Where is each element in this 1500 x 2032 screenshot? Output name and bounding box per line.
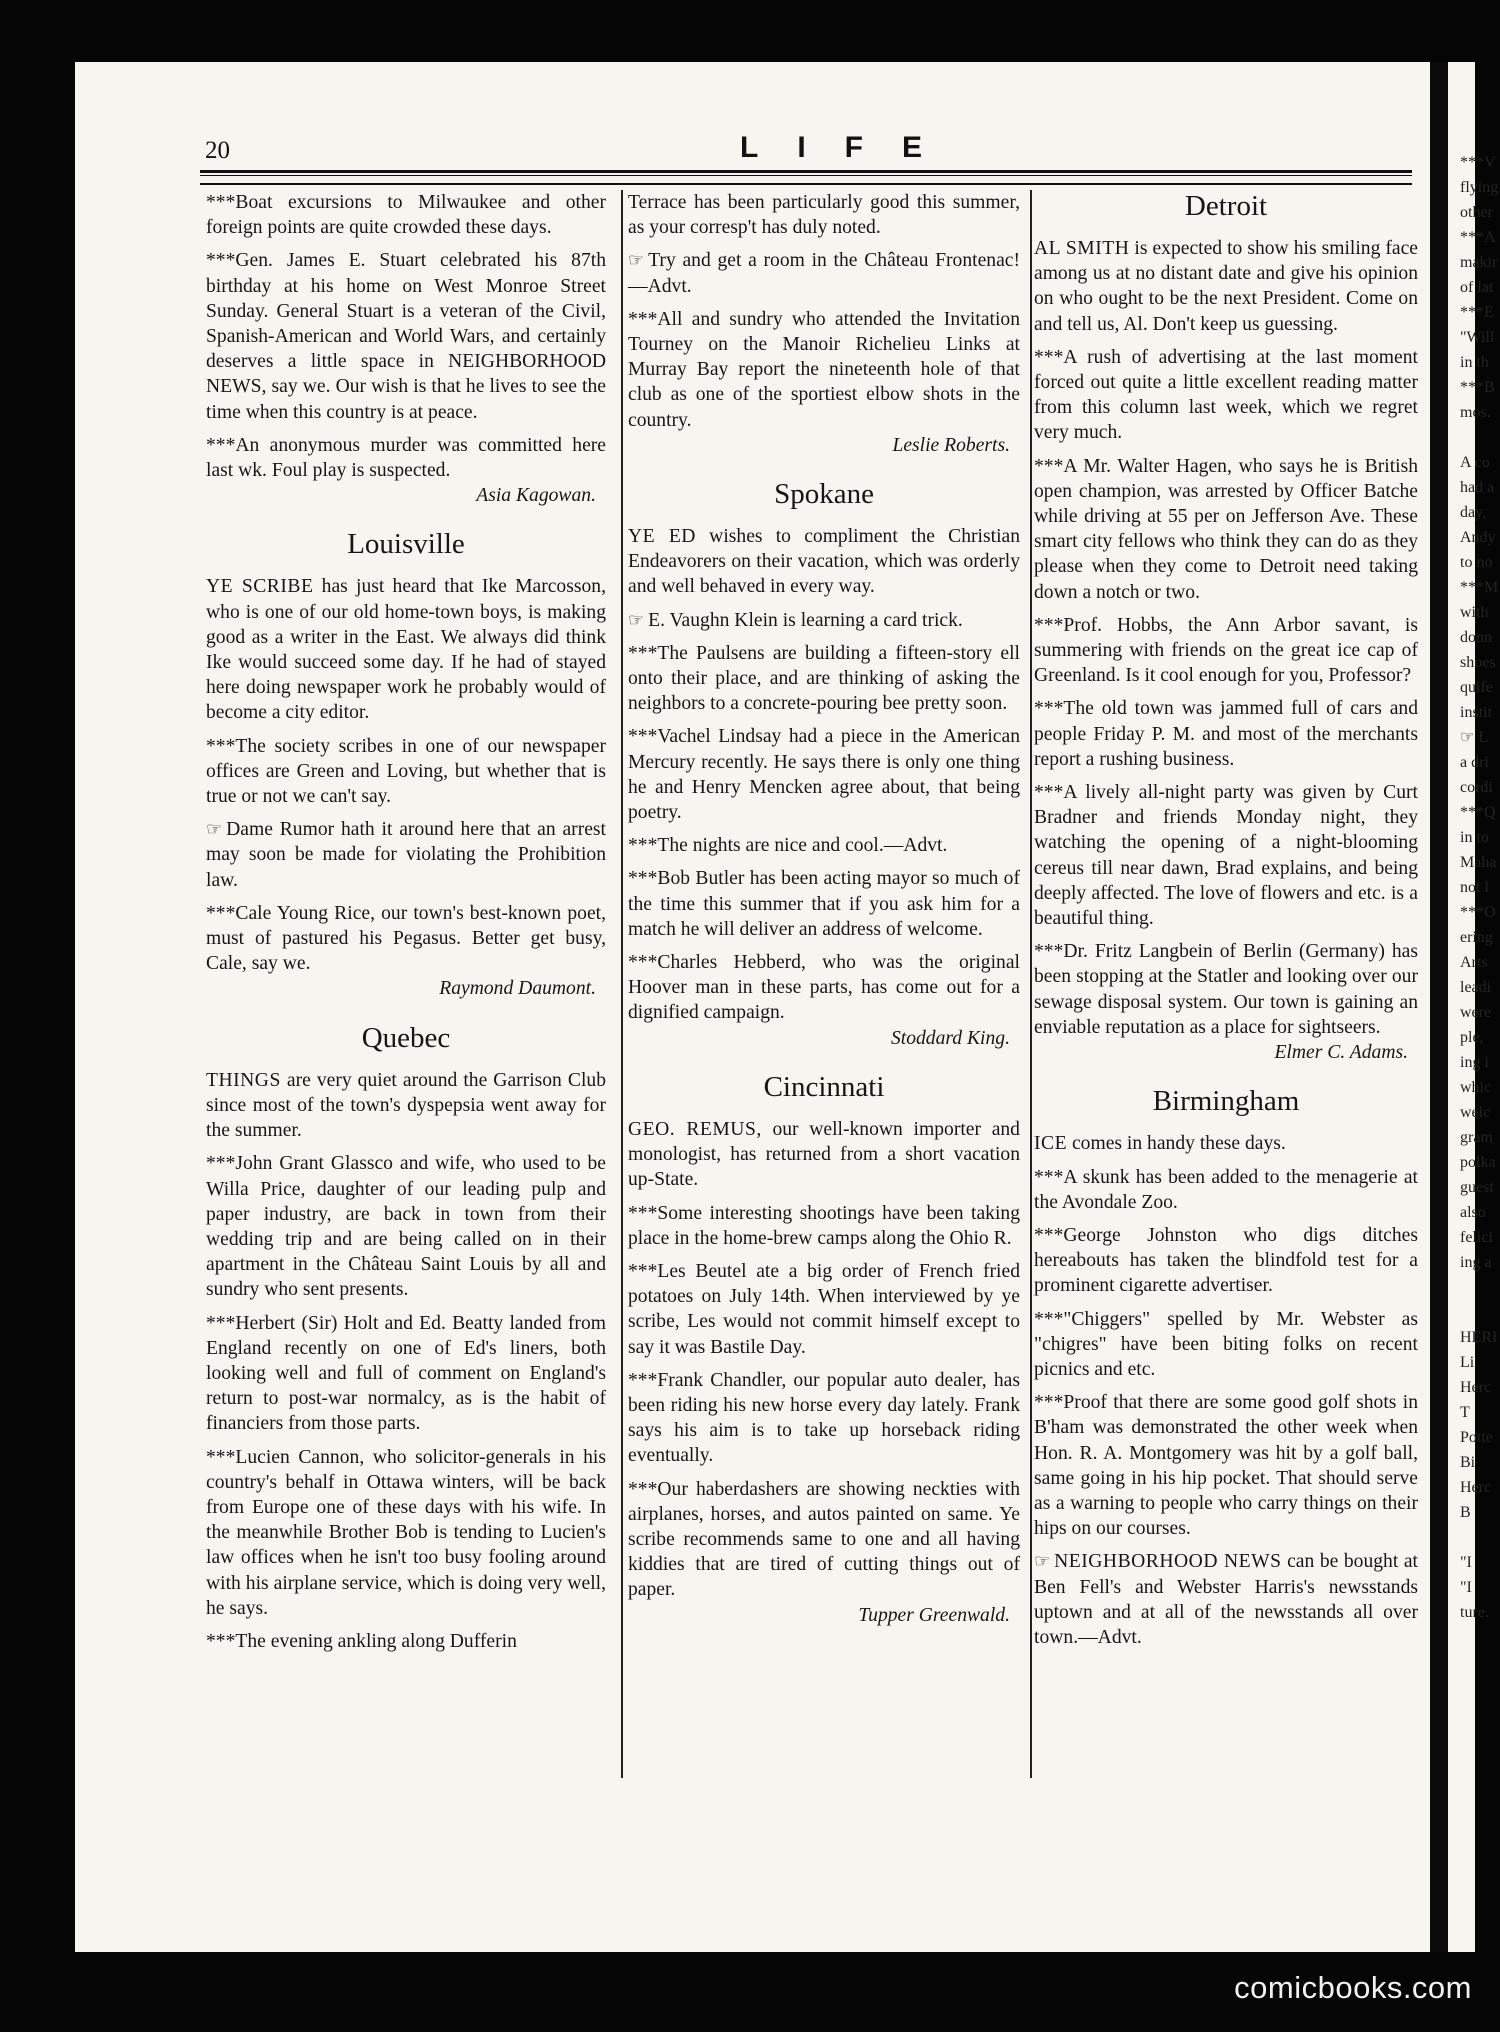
fragment-line: ***M: [1460, 579, 1499, 596]
news-item: [1034, 1131, 1418, 1156]
fragment-line: ***E: [1460, 304, 1494, 321]
news-item: [206, 1629, 606, 1654]
fragment-line: B: [1460, 1504, 1471, 1521]
fragment-line: "I: [1460, 1554, 1472, 1571]
item-text: Terrace has been particularly good this summer, as your corresp't has duly noted.: [628, 192, 1020, 239]
fragment-line: a dri: [1460, 754, 1489, 771]
item-text: are very quiet around the Garrison Club since most of the town's dyspepsia went away for the summer.: [206, 1069, 606, 1142]
news-item: [1034, 1307, 1418, 1383]
fragment-line: ing a: [1460, 1254, 1492, 1271]
column-divider: [621, 190, 623, 1778]
news-item: [1034, 454, 1418, 605]
fragment-line: Bi: [1460, 1454, 1476, 1471]
fragment-line: [1460, 1300, 1500, 1325]
news-item: [206, 1068, 606, 1144]
fragment-line: whic: [1460, 1079, 1492, 1096]
news-item: [1034, 1165, 1418, 1215]
page-number: 20: [205, 137, 230, 164]
fragment-line: with: [1460, 604, 1489, 621]
item-text: ***Our haberdashers are showing neckties with airplanes, horses, and autos painted on same. Ye scribe recommends same to one and all having kiddies that are tired of cutting things out of paper.: [628, 1478, 1020, 1601]
lead-in: YE SCRIBE: [206, 576, 314, 598]
byline: Leslie Roberts.: [892, 434, 1010, 456]
news-item: [628, 190, 1020, 240]
item-text: ***The Paulsens are building a fifteen-story ell onto their place, and are thinking of asking the neighbors to a concrete-pouring bee pretty soon.: [628, 642, 1020, 715]
item-text: has just heard that Ike Marcosson, who is one of our old home-town boys, is making good as a writer in the East. We always did think Ike would succeed some day. If he had of stayed here doing newspaper work he probably would of become a city editor.: [206, 576, 606, 724]
fragment-line: in th: [1460, 354, 1489, 371]
item-text: ***Gen. James E. Stuart celebrated his 87th birthday at his home on West Monroe Street Sunday. General Stuart is a veteran of the Civil, Spanish-American and World Wars, and certainly deserves a little space in NEIGHBORHOOD NEWS, say we. Our wish is that he lives to see the time when this country is at peace.: [206, 250, 606, 423]
fragment-line: ***B: [1460, 379, 1495, 396]
fragment-line: shoes: [1460, 654, 1496, 671]
item-text: can be bought at Ben Fell's and Webster Harris's newsstands uptown and at all of the newsstands all over town.—Advt.: [1034, 1551, 1418, 1648]
news-item: [628, 641, 1020, 717]
news-item: [206, 190, 606, 240]
column-2: [628, 190, 1020, 1628]
news-item: [628, 1201, 1020, 1251]
item-text: ***Cale Young Rice, our town's best-known poet, must of pastured his Pegasus. Better get busy, Cale, say we.: [206, 902, 606, 975]
news-item: [1034, 613, 1418, 689]
fragment-line: ering: [1460, 929, 1493, 946]
news-item: [206, 433, 606, 483]
lead-in: THINGS: [206, 1069, 281, 1091]
lead-in: ICE: [1034, 1133, 1068, 1155]
news-item: [628, 608, 1020, 633]
page-gutter: [1430, 62, 1448, 1952]
item-text: our well-known importer and monologist, has returned from a short vacation up-State.: [628, 1118, 1020, 1191]
news-item: [206, 1151, 606, 1302]
fragment-line: Li: [1460, 1354, 1475, 1371]
item-text: ***Boat excursions to Milwaukee and other foreign points are quite crowded these days.: [206, 192, 606, 239]
item-text: ***Lucien Cannon, who solicitor-generals in his country's behalf in Ottawa winters, will be back from Europe one of these days with his wife. In the meanwhile Brother Bob is tending to Lucien's law offices when he isn't too busy fooling around with his airplane service, which is doing very well, he says.: [206, 1446, 606, 1619]
news-item: [206, 901, 606, 977]
page-header: [200, 133, 1420, 173]
news-item: [206, 1445, 606, 1621]
item-text: is expected to show his smiling face among us at no distant date and give his opinion on who ought to be the next President. Come on and tell us, Al. Don't keep us guessing.: [1034, 238, 1418, 335]
item-text: ***The evening ankling along Dufferin: [206, 1630, 517, 1652]
section-heading: Spokane: [774, 478, 874, 511]
fragment-line: makir: [1460, 254, 1498, 271]
fragment-line: mos.: [1460, 404, 1491, 421]
fragment-line: ***A: [1460, 229, 1496, 246]
next-page-fragment: [1460, 150, 1500, 1625]
news-item: [628, 1477, 1020, 1603]
news-item: [206, 1311, 606, 1437]
news-item: [206, 248, 606, 424]
fragment-line: [1460, 1525, 1500, 1550]
news-item: [1034, 236, 1418, 337]
lead-in: NEIGHBORHOOD NEWS: [1054, 1551, 1282, 1573]
fragment-line: to no: [1460, 554, 1493, 571]
news-item: [628, 1368, 1020, 1469]
section-heading: Cincinnati: [763, 1070, 885, 1103]
fragment-line: instit: [1460, 704, 1493, 721]
fragment-line: [1460, 425, 1500, 450]
news-item: [206, 734, 606, 810]
fragment-line: Potte: [1460, 1429, 1493, 1446]
fragment-line: flying: [1460, 179, 1499, 196]
fragment-line: also: [1460, 1204, 1486, 1221]
fragment-line: Maha: [1460, 854, 1497, 871]
item-text: ***George Johnston who digs ditches hereabouts has taken the blindfold test for a prominent cigarette advertiser.: [1034, 1224, 1418, 1297]
item-text: ***All and sundry who attended the Invitation Tourney on the Manoir Richelieu Links at Murray Bay report the nineteenth hole of that club as one of the sportiest elbow shots in the country.: [628, 308, 1020, 431]
item-text: ***A rush of advertising at the last moment forced out quite a little excellent reading matter from this column last week, which we regret very much.: [1034, 346, 1418, 444]
fragment-line: had a: [1460, 479, 1495, 496]
fragment-line: not l: [1460, 879, 1489, 896]
pointing-hand-icon: ☞: [628, 609, 645, 630]
item-text: ***Herbert (Sir) Holt and Ed. Beatty landed from England recently on one of Ed's liners, both looking well and full of comment on England's return to post-war normalcy, as is the habit of financiers from those parts.: [206, 1312, 606, 1435]
news-item: [206, 574, 606, 725]
news-item: [1034, 345, 1418, 446]
fragment-line: HERI: [1460, 1329, 1498, 1346]
item-text: ***Charles Hebberd, who was the original Hoover man in these parts, has come out for a dignified campaign.: [628, 952, 1020, 1024]
fragment-line: Herc: [1460, 1379, 1492, 1396]
column-3: [1034, 190, 1418, 1658]
item-text: ***"Chiggers" spelled by Mr. Webster as "chigres" have been biting folks on recent picnics and etc.: [1034, 1308, 1418, 1380]
fragment-line: ***O: [1460, 904, 1496, 921]
fragment-line: ***Q: [1460, 804, 1496, 821]
item-text: comes in handy these days.: [1067, 1133, 1286, 1155]
news-item: [628, 524, 1020, 600]
item-text: ***Some interesting shootings have been taking place in the home-brew camps along the Ohio R.: [628, 1202, 1020, 1249]
fragment-line: ple,: [1460, 1029, 1484, 1046]
news-item: [206, 817, 606, 893]
fragment-line: Andy: [1460, 529, 1496, 546]
section-heading: Quebec: [361, 1021, 451, 1054]
fragment-line: leadi: [1460, 979, 1492, 996]
masthead: LIFE: [740, 131, 961, 164]
pointing-hand-icon: ☞: [628, 250, 645, 271]
item-text: ***The nights are nice and cool.—Advt.: [628, 835, 948, 857]
fragment-line: donn: [1460, 629, 1492, 646]
news-item: [1034, 696, 1418, 772]
fragment-line: were: [1460, 1004, 1492, 1021]
news-item: [628, 1117, 1020, 1193]
fragment-line: felici: [1460, 1229, 1493, 1246]
lead-in: GEO. REMUS,: [628, 1118, 762, 1140]
news-item: [628, 866, 1020, 942]
item-text: ***The society scribes in one of our newspaper offices are Green and Loving, but whether that is true or not we can't say.: [206, 735, 606, 808]
news-item: [628, 833, 1020, 858]
news-item: [1034, 1223, 1418, 1299]
news-item: [1034, 939, 1418, 1040]
item-text: ***A lively all-night party was given by Curt Bradner and friends Monday night, they watching the opening of a night-blooming cereus till near dawn, Brad explains, and being deeply affected. The love of flowers and etc. is a beautiful thing.: [1034, 782, 1418, 930]
item-text: Dame Rumor hath it around here that an arrest may soon be made for violating the Prohibition law.: [206, 819, 606, 891]
fragment-line: "I: [1460, 1579, 1472, 1596]
item-text: ***The old town was jammed full of cars and people Friday P. M. and most of the merchants report a rushing business.: [1034, 698, 1418, 770]
fragment-line: welc: [1460, 1104, 1491, 1121]
byline: Asia Kagowan.: [476, 485, 596, 507]
fragment-line: gram: [1460, 1129, 1493, 1146]
fragment-line: Herc: [1460, 1479, 1492, 1496]
byline: Raymond Daumont.: [439, 978, 596, 1000]
lead-in: AL SMITH: [1034, 238, 1130, 259]
item-text: ***Vachel Lindsay had a piece in the American Mercury recently. He says there is only one thing he and Henry Mencken agree about, that being poetry.: [628, 726, 1020, 824]
watermark-credit: comicbooks.com: [1234, 1970, 1472, 2005]
fragment-line: other: [1460, 204, 1493, 221]
section-heading: Birmingham: [1152, 1085, 1300, 1118]
item-text: ***Les Beutel ate a big order of French fried potatoes on July 14th. When interviewed by ye scribe, Les would not commit himself except to say it was Bastile Day.: [628, 1260, 1020, 1358]
news-item: [628, 724, 1020, 825]
news-item: [628, 307, 1020, 433]
lead-in: YE ED: [628, 526, 696, 548]
fragment-line: Arts: [1460, 954, 1488, 971]
fragment-line: guest: [1460, 1179, 1494, 1196]
fragment-line: ***V: [1460, 154, 1496, 171]
news-item: [1034, 1390, 1418, 1541]
item-text: ***A skunk has been added to the menagerie at the Avondale Zoo.: [1034, 1166, 1418, 1213]
fragment-line: "Will: [1460, 329, 1495, 346]
fragment-line: in to: [1460, 829, 1489, 846]
section-heading: Detroit: [1184, 190, 1268, 222]
fragment-line: day,: [1460, 504, 1487, 521]
item-text: E. Vaughn Klein is learning a card trick.: [648, 609, 963, 631]
fragment-line: ☞ L: [1460, 729, 1489, 746]
fragment-line: ing i: [1460, 1054, 1489, 1071]
item-text: ***A Mr. Walter Hagen, who says he is British open champion, was arrested by Officer Batche while driving at 55 per on Jefferson Ave. These smart city fellows who think they can do as they please when they come to Detroit need taking down a notch or two.: [1034, 455, 1418, 603]
item-text: ***Prof. Hobbs, the Ann Arbor savant, is summering with friends on the great ice cap of Greenland. Is it cool enough for you, Professor?: [1034, 614, 1418, 687]
fragment-line: T: [1460, 1404, 1470, 1421]
news-item: [628, 1259, 1020, 1360]
news-item: [1034, 1549, 1418, 1650]
header-rule: [200, 175, 1412, 176]
fragment-line: of lat: [1460, 279, 1494, 296]
pointing-hand-icon: ☞: [206, 819, 223, 840]
pointing-hand-icon: ☞: [1034, 1551, 1051, 1572]
column-1: [206, 190, 606, 1662]
item-text: ***Bob Butler has been acting mayor so much of the time this summer that if you ask him for a match he will deliver an address of welcome.: [628, 868, 1020, 940]
column-divider: [1030, 190, 1032, 1778]
fragment-line: polka: [1460, 1154, 1496, 1171]
fragment-line: [1460, 1275, 1500, 1300]
section-heading: Louisville: [347, 528, 465, 561]
item-text: ***Frank Chandler, our popular auto dealer, has been riding his new horse every day lately. Frank says his aim is to take up horseback riding eventually.: [628, 1369, 1020, 1467]
item-text: Try and get a room in the Château Frontenac!—Advt.: [628, 250, 1020, 297]
item-text: wishes to compliment the Christian Endeavorers on their vacation, which was orderly and well behaved in every way.: [628, 526, 1021, 598]
byline: Stoddard King.: [890, 1027, 1010, 1049]
header-rule: [200, 183, 1412, 185]
fragment-line: cordi: [1460, 779, 1493, 796]
item-text: ***Proof that there are some good golf shots in B'ham was demonstrated the other week when Hon. R. A. Montgomery was hit by a golf ball, same going in his hip pocket. That should serve as a warning to people who carry things on their hips on our courses.: [1034, 1392, 1418, 1540]
fragment-line: quife: [1460, 679, 1493, 696]
news-item: [628, 248, 1020, 298]
news-item: [628, 950, 1020, 1026]
fragment-line: A co: [1460, 454, 1490, 471]
byline: Tupper Greenwald.: [858, 1604, 1010, 1626]
item-text: ***Dr. Fritz Langbein of Berlin (Germany) has been stopping at the Statler and looking over our sewage disposal system. Our town is gaining an enviable reputation as a place for sightseers.: [1034, 941, 1418, 1038]
fragment-line: ture.: [1460, 1604, 1489, 1621]
byline: Elmer C. Adams.: [1274, 1042, 1408, 1064]
item-text: ***An anonymous murder was committed here last wk. Foul play is suspected.: [206, 434, 606, 482]
item-text: ***John Grant Glassco and wife, who used to be Willa Price, daughter of our leading pulp and paper industry, are back in town from their wedding trip and are being called on in their apartment in the Château Saint Louis by all and sundry who sent presents.: [206, 1153, 606, 1301]
news-item: [1034, 780, 1418, 931]
header-rule: [200, 170, 1412, 173]
